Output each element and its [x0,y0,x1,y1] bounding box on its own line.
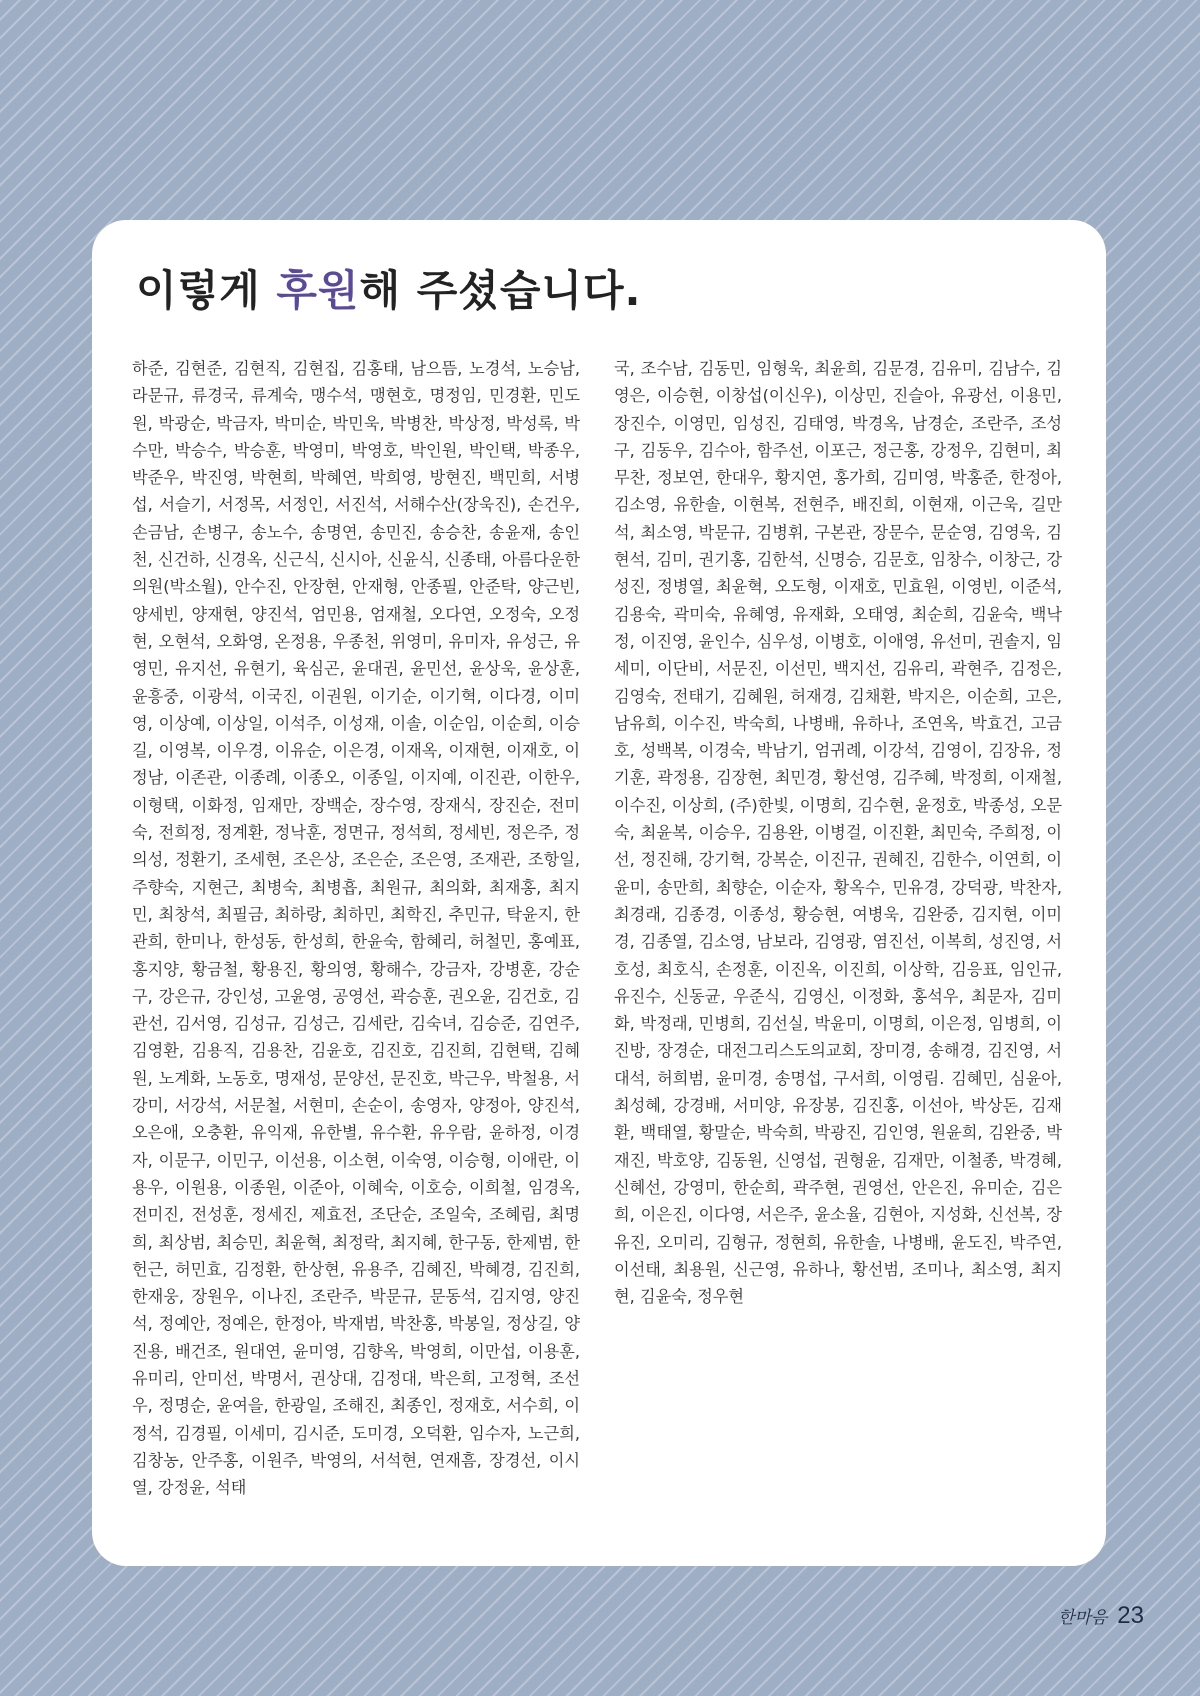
title-text-1: 이렇게 [136,266,277,315]
page-footer [1058,1602,1144,1630]
title-text-2: 해 주셨습니다. [359,266,642,315]
page-title [136,258,642,318]
donor-list-card [92,220,1106,1566]
page-number: 23 [1117,1602,1144,1629]
donor-names-right-column: 국, 조수남, 김동민, 임형욱, 최윤희, 김문경, 김유미, 김남수, 김영은, 이승현, 이창섭(이신우), 이상민, 진슬아, 유광선, 이용민, 장진수, 이영민, 임성진, 김태영, 박경옥, 남경순, 조란주, 조성구, 김동우, 김수아, 함주선, 이포근, 정근홍, 강정우, 김현미, 최무찬, 정보연, 한대우, 황지연, 홍가희, 김미영, 박홍준, 한정아, 김소영, 유한솔, 이현복, 전현주, 배진희, 이현재, 이근욱, 길만석, 최소영, 박문규, 김병휘, 구본관, 장문수, 문순영, 김영욱, 김현석, 김미, 권기홍, 김한석, 신명승, 김문호, 임창수, 이창근, 강성진, 정병열, 최윤혁, 오도형, 이재호, 민효원, 이영빈, 이준석, 김용숙, 곽미숙, 유혜영, 유재화, 오태영, 최순희, 김윤숙, 백낙정, 이진영, 윤인수, 심우성, 이병호, 이애영, 유선미, 권솔지, 임세미, 이단비, 서문진, 이선민, 백지선, 김유리, 곽현주, 김정은, 김영숙, 전태기, 김혜원, 허재경, 김채환, 박지은, 이순희, 고은, 남유희, 이수진, 박숙희, 나병배, 유하나, 조연옥, 박효건, 고금호, 성백복, 이경숙, 박남기, 엄귀례, 이강석, 김영이, 김장유, 정기훈, 곽정용, 김장현, 최민경, 황선영, 김주혜, 박정희, 이재철, 이수진, 이상희, (주)한빛, 이명희, 김수현, 윤정호, 박종성, 오문숙, 최윤복, 이승우, 김용완, 이병걸, 이진환, 최민숙, 주희정, 이선, 정진해, 강기혁, 강복순, 이진규, 권혜진, 김한수, 이연희, 이윤미, 송만희, 최향순, 이순자, 황옥수, 민유경, 강덕광, 박찬자, 최경래, 김종경, 이종성, 황승현, 여병욱, 김완중, 김지현, 이미경, 김종열, 김소영, 남보라, 김영광, 염진선, 이복희, 성진영, 서호성, 최호식, 손정훈, 이진옥, 이진희, 이상학, 김응표, 임인규, 유진수, 신동균, 우준식, 김영신, 이정화, 홍석우, 최문자, 김미화, 박정래, 민병희, 김선실, 박윤미, 이명희, 이은정, 임병희, 이진방, 장경순, 대전그리스도의교회, 장미경, 송해경, 김진영, 서대석, 허희범, 윤미경, 송명섭, 구서희, 이영림. 김혜민, 심윤아, 최성혜, 강경배, 서미양, 유장봉, 김진홍, 이선아, 박상돈, 김재환, 백태열, 황말순, 박숙희, 박광진, 김인영, 원윤희, 김완중, 박재진, 박호양, 김동원, 신영섭, 권형윤, 김재만, 이철종, 박경혜, 신혜선, 강영미, 한순희, 곽주현, 권영선, 안은진, 유미순, 김은희, 이은진, 이다영, 서은주, 윤소율, 김현아, 지성화, 신선복, 장유진, 오미리, 김형규, 정현희, 유한솔, 나병배, 윤도진, 박주연, 이선태, 최용원, 신근영, 유하나, 황선범, 조미나, 최소영, 최지현, 김윤숙, 정우현 [614,359,1062,1307]
donor-names-left-column: 하준, 김현준, 김현직, 김현집, 김홍태, 남으뜸, 노경석, 노승남, 라문규, 류경국, 류계숙, 맹수석, 맹현호, 명정임, 민경환, 민도원, 박광순, 박금자, 박미순, 박민욱, 박병찬, 박상정, 박성록, 박수만, 박승수, 박승훈, 박영미, 박영호, 박인원, 박인택, 박종우, 박준우, 박진영, 박현희, 박혜연, 박희영, 방현진, 백민희, 서병섭, 서슬기, 서정목, 서정인, 서진석, 서해수산(장욱진), 손건우, 손금남, 손병구, 송노수, 송명연, 송민진, 송승찬, 송윤재, 송인천, 신건하, 신경옥, 신근식, 신시아, 신윤식, 신종태, 아름다운한의원(박소월), 안수진, 안장현, 안재형, 안종필, 안준탁, 양근빈, 양세빈, 양재현, 양진석, 엄민용, 엄재철, 오다연, 오정숙, 오정현, 오현석, 오화영, 온정용, 우종천, 위영미, 유미자, 유성근, 유영민, 유지선, 유현기, 육심곤, 윤대권, 윤민선, 윤상욱, 윤상훈, 윤흥중, 이광석, 이국진, 이권원, 이기순, 이기혁, 이다경, 이미영, 이상예, 이상일, 이석주, 이성재, 이솔, 이순임, 이순희, 이승길, 이영복, 이우경, 이유순, 이은경, 이재옥, 이재현, 이재호, 이정남, 이존관, 이종례, 이종오, 이종일, 이지예, 이진관, 이한우, 이형택, 이화정, 임재만, 장백순, 장수영, 장재식, 장진순, 전미숙, 전희정, 정계환, 정낙훈, 정면규, 정석희, 정세빈, 정은주, 정의성, 정환기, 조세현, 조은상, 조은순, 조은영, 조재관, 조항일, 주향숙, 지현근, 최병숙, 최병흡, 최원규, 최의화, 최재홍, 최지민, 최창석, 최필금, 최하랑, 최하민, 최학진, 추민규, 탁윤지, 한관희, 한미나, 한성동, 한성희, 한윤숙, 함혜리, 허철민, 홍예표, 홍지양, 황금철, 황용진, 황의영, 황해수, 강금자, 강병훈, 강순구, 강은규, 강인성, 고윤영, 공영선, 곽승훈, 권오윤, 김건호, 김관선, 김서영, 김성규, 김성근, 김세란, 김숙녀, 김승준, 김연주, 김영환, 김용직, 김용찬, 김윤호, 김진호, 김진희, 김현택, 김혜원, 노계화, 노동호, 명재성, 문양선, 문진호, 박근우, 박철용, 서강미, 서강석, 서문철, 서현미, 손순이, 송영자, 양정아, 양진석, 오은애, 오충환, 유익재, 유한별, 유수환, 유우람, 윤하정, 이경자, 이문구, 이민구, 이선용, 이소현, 이숙영, 이승형, 이애란, 이용우, 이원용, 이종원, 이준아, 이혜숙, 이호승, 이희철, 임경옥, 전미진, 전성훈, 정세진, 제효전, 조단순, 조일숙, 조혜림, 최명희, 최상범, 최승민, 최윤혁, 최정락, 최지혜, 한구동, 한제범, 한헌근, 허민효, 김정환, 한상현, 유용주, 김혜진, 박혜경, 김진희, 한재웅, 장원우, 이나진, 조란주, 박문규, 문동석, 김지영, 양진석, 정예안, 정예은, 한정아, 박재범, 박찬홍, 박봉일, 정상길, 양진용, 배건조, 원대연, 윤미영, 김향옥, 박영희, 이만섭, 이용훈, 유미리, 안미선, 박명서, 권상대, 김정대, 박은희, 고정혁, 조선우, 정명순, 윤여을, 한광일, 조해진, 최종인, 정재호, 서수희, 이정석, 김경필, 이세미, 김시준, 도미경, 오덕환, 임수자, 노근희, 김창농, 안주홍, 이원주, 박영의, 서석현, 연재흠, 장경선, 이시열, 강정윤, 석태 [132,359,580,1498]
title-highlight: 후원 [276,266,360,315]
donor-names-columns [132,355,1062,1525]
magazine-logo: 한마음 [1058,1608,1108,1628]
